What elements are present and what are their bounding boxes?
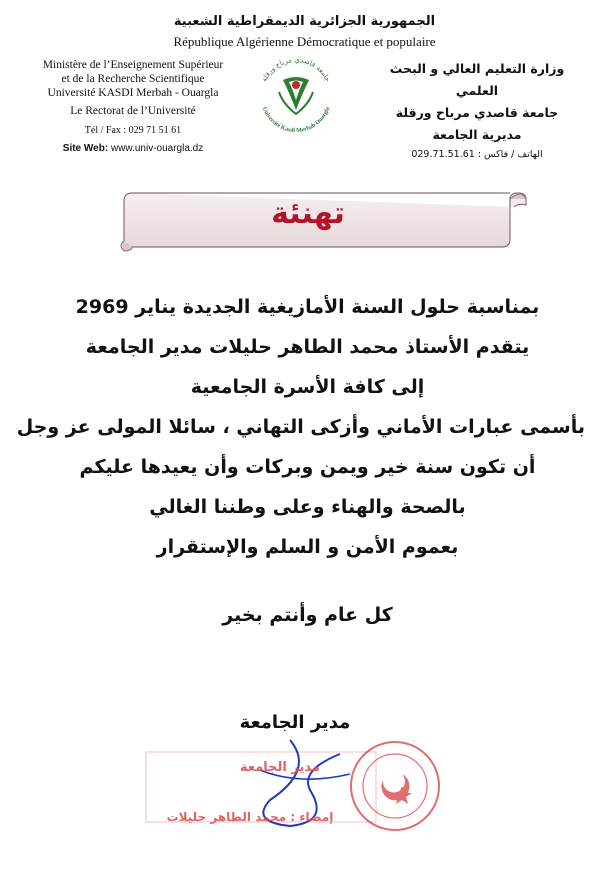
body-line-4: بأسمى عبارات الأماني وأزكى التهاني ، سائلا المولى عز وجل [16,416,585,438]
web-url: www.univ-ouargla.dz [110,143,204,154]
signature-title: مدير الجامعة [239,712,351,733]
body-line-3: إلى كافة الأسرة الجامعية [190,376,425,398]
body-line-2: يتقدم الأستاذ محمد الطاهر حليلات مدير الجامعة [85,336,530,358]
fr-phone: Tél / Fax : 029 71 51 61 [84,125,182,136]
ar-university: جامعة قاصدي مرباح ورقلة [395,105,559,120]
header-arabic-block [367,58,587,162]
header-fr-republic: République Algérienne Démocratique et populaire [173,34,436,49]
body-line-5: أن تكون سنة خير ويمن وبركات وأن يعيدها عليكم [79,456,536,478]
stamp-name: إمضاء : محمد الطاهر حليلات [166,810,334,824]
ar-phone: الهاتف / فاكس : 029.71.51.61 [411,149,543,160]
header-french-block [28,58,238,156]
web-label: Site Web: [62,143,109,154]
logo-arabic-arc: جامعة قاصدي مرباح ورقلة [260,55,332,84]
header-ar-republic: الجمهورية الجزائرية الديمقراطية الشعبية [173,14,436,29]
stamp-title: مدير الجامعة [240,760,320,775]
closing-line: كل عام وأنتم بخير [222,604,393,626]
fr-website [28,142,238,156]
fr-ministry-line2: et de la Recherche Scientifique [61,73,205,85]
university-logo [253,52,339,138]
fr-university-name: Université KASDI Merbah - Ouargla [47,87,219,99]
banner-title: تهنئة [271,196,345,231]
logo-french-arc: Université Kasdi Merbah Ouargla [260,106,332,135]
ar-directorate: مديرية الجامعة [432,127,522,142]
body-line-6: بالصحة والهناء وعلى وطننا الغالي [149,496,466,518]
fr-ministry-line1: Ministère de l’Enseignement Supérieur [42,59,224,71]
body-line-7: بعموم الأمن و السلم والإستقرار [156,536,459,558]
fr-rectorat: Le Rectorat de l’Université [70,105,196,117]
logo-emblem [279,77,313,114]
ar-ministry: وزارة التعليم العالي و البحث العلمي [389,61,565,98]
body-line-1: بمناسبة حلول السنة الأمازيغية الجديدة يناير 2969 [75,296,540,318]
